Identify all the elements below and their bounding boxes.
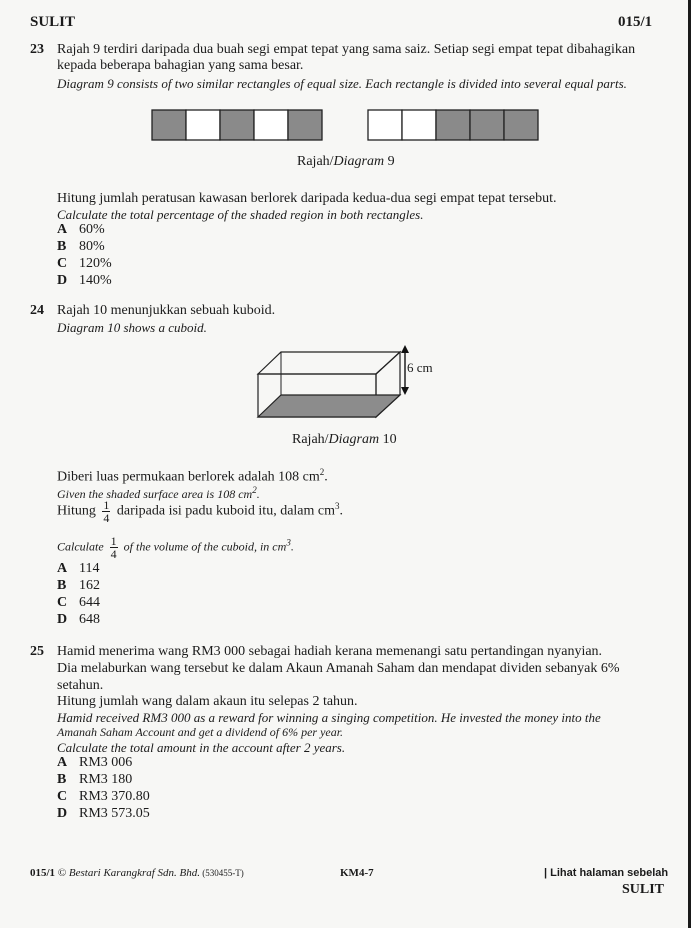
superscript-2: 2 (252, 485, 257, 495)
arrow-up-icon (401, 345, 409, 353)
unshaded-part (186, 110, 220, 140)
question-24-given-malay: Diberi luas permukaan berlorek adalah 108 $cm^2$. (57, 467, 328, 485)
shaded-part (504, 110, 538, 140)
option-b[interactable] (57, 772, 150, 789)
diagram-9-rectangles (150, 106, 540, 146)
cuboid-top-face (258, 352, 400, 374)
option-c[interactable] (57, 789, 150, 806)
dimension-label-6cm: 6 cm (407, 360, 433, 375)
option-letter: C (57, 789, 68, 804)
question-24-hitung: Hitung $\frac{1}{4}$ daripada isi padu kuboid itu, dalam $cm^3$. (57, 497, 344, 525)
option-letter: A (57, 222, 68, 237)
fraction-one-quarter (110, 535, 118, 560)
question-25-number: 25 (30, 644, 44, 659)
caption-number: 9 (384, 154, 395, 169)
unshaded-part (254, 110, 288, 140)
header-sulit: SULIT (30, 14, 76, 30)
footer-copyright (30, 867, 244, 880)
question-25-text-english-1: Hamid received RM3 000 as a reward for winning a singing competition. He invested the money into the (57, 710, 601, 725)
footer-copyright-symbol: © (55, 867, 69, 879)
caption-malay: Rajah/ (297, 154, 334, 169)
option-text: 644 (79, 595, 100, 610)
rectangle-1 (152, 110, 322, 140)
option-letter: D (57, 273, 68, 288)
option-letter: D (57, 612, 68, 627)
question-25-options (57, 755, 150, 823)
arrow-down-icon (401, 387, 409, 395)
question-23-text-english: Diagram 9 consists of two similar rectangles of equal size. Each rectangle is divided into several equal parts. (57, 76, 627, 91)
option-text: 162 (79, 578, 100, 593)
shaded-part (220, 110, 254, 140)
superscript-2: 2 (319, 467, 325, 477)
given-text: Diberi luas permukaan berlorek adalah 108 cm (57, 469, 320, 485)
question-23-text-malay-2: kepada beberapa bahagian yang sama besar. (57, 58, 304, 73)
option-text: RM3 370.80 (79, 789, 150, 804)
cuboid-shaded-base (258, 395, 400, 417)
option-text: RM3 180 (79, 772, 133, 787)
shaded-part (470, 110, 504, 140)
question-25-text-malay-1: Hamid menerima wang RM3 000 sebagai hadiah kerana memenangi satu pertandingan nyanyian. (57, 644, 603, 659)
given-text-english: Given the shaded surface area is 108 cm (57, 487, 253, 501)
question-23-ask-malay: Hitung jumlah peratusan kawasan berlorek daripada kedua-dua segi empat tepat tersebut. (57, 191, 557, 206)
option-a[interactable] (57, 755, 150, 772)
question-24-text-malay: Rajah 10 menunjukkan sebuah kuboid. (57, 303, 276, 318)
question-25-text-english-3: Calculate the total amount in the account after 2 years. (57, 740, 346, 755)
shaded-part (436, 110, 470, 140)
option-letter: C (57, 256, 68, 271)
option-text: 114 (79, 561, 100, 576)
calculate-rest: of the volume of the cuboid, in cm (123, 539, 287, 554)
option-letter: D (57, 806, 68, 821)
question-23-options (57, 222, 112, 290)
option-letter: C (57, 595, 68, 610)
caption-english: Diagram (333, 154, 385, 169)
option-letter: A (57, 561, 68, 576)
fraction-denominator: 4 (110, 547, 117, 561)
header-code: 015/1 (618, 14, 653, 30)
question-23-number: 23 (30, 42, 44, 57)
footer-registration: (530455-T) (200, 868, 244, 878)
calculate-word: Calculate (57, 539, 104, 554)
diagram-10-cuboid (255, 344, 415, 420)
unshaded-part (402, 110, 436, 140)
superscript-3: 3 (335, 501, 340, 511)
option-a[interactable] (57, 222, 112, 239)
option-text: 140% (79, 273, 112, 288)
question-24-number: 24 (30, 303, 44, 318)
fraction-one-quarter (102, 499, 110, 524)
fraction-numerator: 1 (110, 534, 117, 548)
option-letter: B (57, 239, 67, 254)
shaded-part (288, 110, 322, 140)
question-24-calculate: Calculate $\frac{1}{4}$ of the volume of the cuboid, in $cm^3$. (57, 534, 294, 561)
option-letter: B (57, 772, 67, 787)
option-d[interactable] (57, 806, 150, 823)
question-25-text-malay-2: Dia melaburkan wang tersebut ke dalam Akaun Amanah Saham dan mendapat dividen sebanyak 6% (57, 661, 620, 676)
option-a[interactable] (57, 561, 100, 578)
caption-malay: Rajah/ (292, 432, 329, 447)
diagram-9-caption (297, 154, 395, 170)
footer-publisher: Bestari Karangkraf Sdn. Bhd. (68, 867, 201, 879)
hitung-word: Hitung (57, 503, 96, 519)
question-24-text-english: Diagram 10 shows a cuboid. (57, 320, 207, 335)
question-24-options (57, 561, 100, 629)
option-letter: B (57, 578, 67, 593)
question-25-text-malay-4: Hitung jumlah wang dalam akaun itu selepas 2 tahun. (57, 694, 358, 709)
option-text: 60% (79, 222, 105, 237)
option-text: RM3 006 (79, 755, 133, 770)
unshaded-part (368, 110, 402, 140)
option-b[interactable] (57, 578, 100, 595)
caption-english: Diagram (328, 432, 380, 447)
option-c[interactable] (57, 256, 112, 273)
fraction-denominator: 4 (103, 510, 110, 525)
caption-number: 10 (379, 432, 397, 447)
footer-next-page: | Lihat halaman sebelah (544, 867, 669, 879)
option-text: 120% (79, 256, 112, 271)
shaded-part (152, 110, 186, 140)
hitung-rest: daripada isi padu kuboid itu, dalam cm (116, 503, 336, 519)
question-25-text-malay-3: setahun. (57, 678, 104, 693)
rectangle-2 (368, 110, 538, 140)
option-d[interactable] (57, 273, 112, 290)
question-23-ask-english: Calculate the total percentage of the shaded region in both rectangles. (57, 207, 424, 222)
option-c[interactable] (57, 595, 100, 612)
footer-sulit: SULIT (622, 882, 665, 897)
option-letter: A (57, 755, 68, 770)
fraction-numerator: 1 (103, 497, 110, 512)
footer-page-code: KM4-7 (340, 867, 374, 879)
superscript-3: 3 (286, 537, 291, 548)
question-25-text-english-2: Amanah Saham Account and get a dividend of 6% per year. (57, 725, 344, 739)
option-b[interactable] (57, 239, 112, 256)
option-d[interactable] (57, 612, 100, 629)
question-23-text-malay: Rajah 9 terdiri daripada dua buah segi empat tepat yang sama saiz. Setiap segi empat tepat dibahagikan (57, 42, 636, 57)
footer-code: 015/1 (30, 867, 56, 879)
diagram-10-caption (292, 432, 397, 448)
option-text: RM3 573.05 (79, 806, 150, 821)
question-24-given-english: Given the shaded surface area is 108 $cm^2$. (57, 485, 260, 501)
option-text: 648 (79, 612, 100, 627)
option-text: 80% (79, 239, 105, 254)
